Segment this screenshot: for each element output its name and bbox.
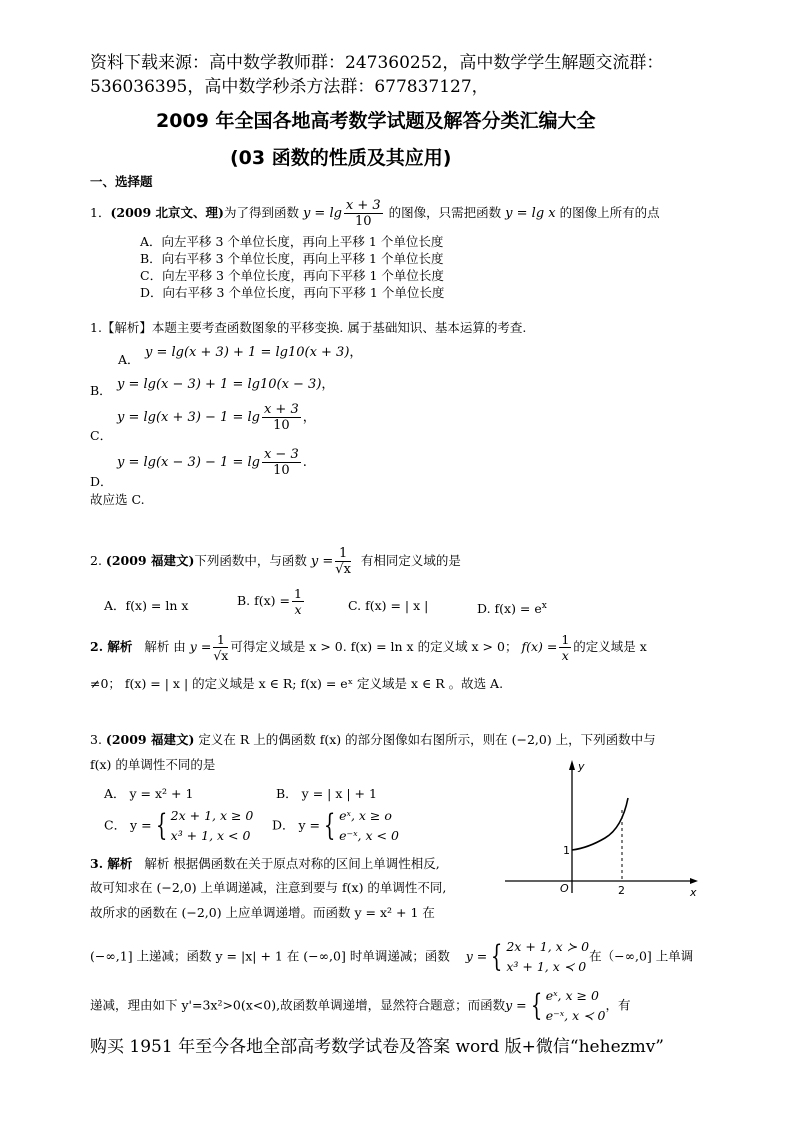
option-text: C． y =	[104, 817, 152, 833]
answer-text: 可得定义域是 x > 0. f(x) = ln x 的定义域 x > 0；	[230, 639, 518, 654]
answer-label: 3. 解析	[90, 856, 133, 871]
stem-text: 的图像上所有的点	[559, 205, 660, 220]
option-text: B. f(x) =	[237, 593, 291, 608]
answer-1-label-c: C．	[90, 428, 113, 443]
q3-option-a: A． y = x² + 1	[104, 786, 194, 801]
answer-1-expr-a	[145, 341, 362, 360]
x-tick-label: 2	[618, 884, 625, 897]
origin-label: O	[560, 882, 569, 895]
q2-option-d	[477, 598, 547, 617]
numerator: 1	[335, 546, 351, 562]
answer-text: 解析 根据偶函数在关于原点对称的区间上单调性相反,	[144, 856, 440, 871]
denominator: √x	[335, 562, 351, 577]
page-subtitle: (03 函数的性质及其应用)	[230, 147, 452, 169]
function-expression: y = lg	[302, 206, 342, 221]
option-text: D． y =	[272, 817, 321, 833]
x-axis-label: x	[690, 886, 697, 898]
equation: y = lg(x + 3) + 1 = lg10(x + 3)	[145, 345, 350, 360]
case-line: eˣ, x ≥ o	[339, 808, 392, 823]
stem-text: 有相同定义域的是	[360, 553, 461, 568]
header-line-2: 536036395，高中数学秒杀方法群：677837127，	[90, 77, 489, 97]
denominator: √x	[213, 648, 229, 663]
equation: y = lg(x − 3) + 1 = lg10(x − 3)	[117, 377, 322, 392]
option-a: A．向左平移 3 个单位长度，再向上平移 1 个单位长度	[140, 234, 444, 249]
function-expression: y =	[465, 948, 488, 964]
brace: {	[323, 808, 336, 843]
function-expression: y = lg x	[505, 206, 556, 221]
question-number: 2.	[90, 553, 102, 568]
q2-option-b	[237, 586, 306, 617]
piecewise-cases	[339, 806, 399, 846]
numerator: 1	[561, 632, 570, 647]
denominator: 10	[355, 214, 372, 229]
answer-2-line-1	[90, 632, 647, 663]
question-2-stem	[90, 546, 461, 577]
y-tick-label: 1	[563, 844, 570, 857]
equation: y = lg(x − 3) − 1 = lg	[117, 455, 260, 470]
punctuation: ，	[302, 410, 316, 425]
punctuation: ，	[321, 377, 335, 392]
answer-1-label-d: D．	[90, 474, 113, 489]
footer-promo: 购买 1951 年至今各地全部高考数学试卷及答案 word 版+微信“hehezmv”	[90, 1037, 664, 1057]
fraction	[344, 198, 383, 229]
case-line: x³ + 1, x < 0	[170, 828, 251, 843]
function-expression: y =	[189, 639, 212, 654]
punctuation: ，	[349, 345, 363, 360]
question-1-stem	[90, 198, 660, 229]
question-number: 3.	[90, 732, 102, 747]
fraction	[335, 546, 351, 577]
answer-1-conclusion: 故应选 C.	[90, 492, 145, 507]
brace: {	[530, 988, 542, 1023]
function-expression: f(x) =	[521, 639, 558, 654]
case-line: e⁻ˣ, x < 0	[339, 828, 399, 843]
punctuation: .	[302, 455, 307, 470]
answer-text: 递减，理由如下 y'=3x²>0(x<0),故函数单调递增，显然符合题意；而函数	[90, 997, 506, 1013]
stem-text: 为了得到函数	[223, 205, 299, 220]
answer-1-label-b: B．	[90, 383, 112, 398]
x-axis-arrow-icon	[690, 878, 698, 884]
answer-3-line-2: 故可知求在 (−2,0) 上单调递减，注意到要与 f(x) 的单调性不同,	[90, 880, 447, 895]
answer-3-line-4	[90, 937, 693, 977]
fraction	[213, 632, 228, 663]
numerator: x − 3	[263, 447, 299, 462]
answer-3-line-5	[90, 986, 631, 1026]
option-c: C．向左平移 3 个单位长度，再向下平移 1 个单位长度	[140, 268, 444, 283]
function-curve	[572, 798, 628, 850]
denominator: x	[294, 602, 302, 617]
q3-option-c	[104, 806, 253, 846]
q3-option-d	[272, 806, 399, 846]
answer-text: 的定义域是 x	[573, 639, 647, 654]
answer-text: 解析 由	[144, 639, 186, 654]
numerator: x + 3	[345, 198, 381, 213]
piecewise-cases	[171, 806, 254, 846]
q3-option-b: B． y = | x | + 1	[276, 786, 377, 801]
answer-3-line-3: 故所求的函数在 (−2,0) 上应单调递增。而函数 y = x² + 1 在	[90, 905, 435, 920]
answer-text: ，有	[605, 997, 631, 1013]
stem-text: 下列函数中，与函数	[194, 553, 307, 568]
case-line: x³ + 1, x ≺ 0	[506, 959, 587, 974]
question-3-stem-1	[90, 732, 656, 748]
function-graph-figure	[500, 758, 700, 898]
answer-3-line-1	[90, 856, 440, 872]
option-text: D. f(x) = e	[477, 601, 542, 617]
fraction	[262, 402, 301, 433]
header-line-1: 资料下载来源：高中数学教师群：247360252，高中数学学生解题交流群：	[90, 53, 664, 73]
y-axis-label: y	[578, 760, 585, 773]
case-line: eˣ, x ≥ 0	[545, 988, 599, 1003]
case-line: e⁻ˣ, x ≺ 0	[545, 1008, 606, 1023]
function-expression: y =	[310, 554, 334, 569]
fraction	[292, 586, 304, 617]
stem-text: 定义在 R 上的偶函数 f(x) 的部分图像如右图所示，则在 (−2,0) 上，下列函数中与	[198, 732, 656, 747]
numerator: 1	[213, 632, 228, 648]
equation: y = lg(x + 3) − 1 = lg	[117, 410, 260, 425]
option-b: B．向右平移 3 个单位长度，再向上平移 1 个单位长度	[140, 251, 444, 266]
section-label: 一、选择题	[90, 174, 153, 189]
answer-1-expr-b	[117, 373, 334, 392]
brace: {	[155, 808, 167, 843]
q2-option-a: A．f(x) = ln x	[104, 598, 189, 613]
fraction	[262, 447, 301, 478]
denominator: 10	[273, 463, 290, 478]
answer-1-intro: 1.【解析】本题主要考查函数图象的平移变换. 属于基础知识、基本运算的考查.	[90, 320, 527, 335]
function-expression: y =	[505, 997, 527, 1013]
y-axis-arrow-icon	[569, 760, 575, 770]
page-title: 2009 年全国各地高考数学试题及解答分类汇编大全	[156, 110, 596, 132]
superscript: x	[541, 601, 547, 611]
numerator: 1	[294, 586, 302, 601]
numerator: x + 3	[263, 402, 299, 417]
case-line: 2x + 1, x ≻ 0	[506, 939, 590, 954]
q2-option-c: C. f(x) = | x |	[348, 598, 429, 613]
piecewise-cases	[506, 937, 589, 977]
answer-1-expr-d	[117, 447, 307, 478]
answer-2-line-2: ≠0； f(x) = | x | 的定义域是 x ∈ R; f(x) = eˣ 定义域是 x ∈ R 。故选 A.	[90, 676, 504, 691]
case-line: 2x + 1, x ≥ 0	[170, 808, 254, 823]
question-number: 1．	[90, 205, 111, 220]
question-source: (2009 北京文、理)	[110, 205, 224, 220]
answer-label: 2. 解析	[90, 639, 133, 654]
piecewise-cases	[546, 986, 606, 1026]
answer-text: 在（−∞,0] 上单调	[589, 948, 694, 964]
denominator: x	[561, 648, 569, 663]
stem-text: 的图像，只需把函数	[388, 205, 502, 220]
question-source: (2009 福建文)	[105, 732, 195, 747]
answer-text: (−∞,1] 上递减；函数 y = |x| + 1 在 (−∞,0] 时单调递减；函数	[90, 948, 450, 964]
denominator: 10	[273, 418, 290, 433]
question-source: (2009 福建文)	[105, 553, 195, 568]
option-d: D．向右平移 3 个单位长度，再向下平移 1 个单位长度	[140, 285, 445, 300]
brace: {	[491, 939, 503, 974]
fraction	[559, 632, 571, 663]
answer-1-expr-c	[117, 402, 316, 433]
question-3-stem-2: f(x) 的单调性不同的是	[90, 757, 216, 772]
answer-1-label-a: A．	[118, 352, 140, 367]
